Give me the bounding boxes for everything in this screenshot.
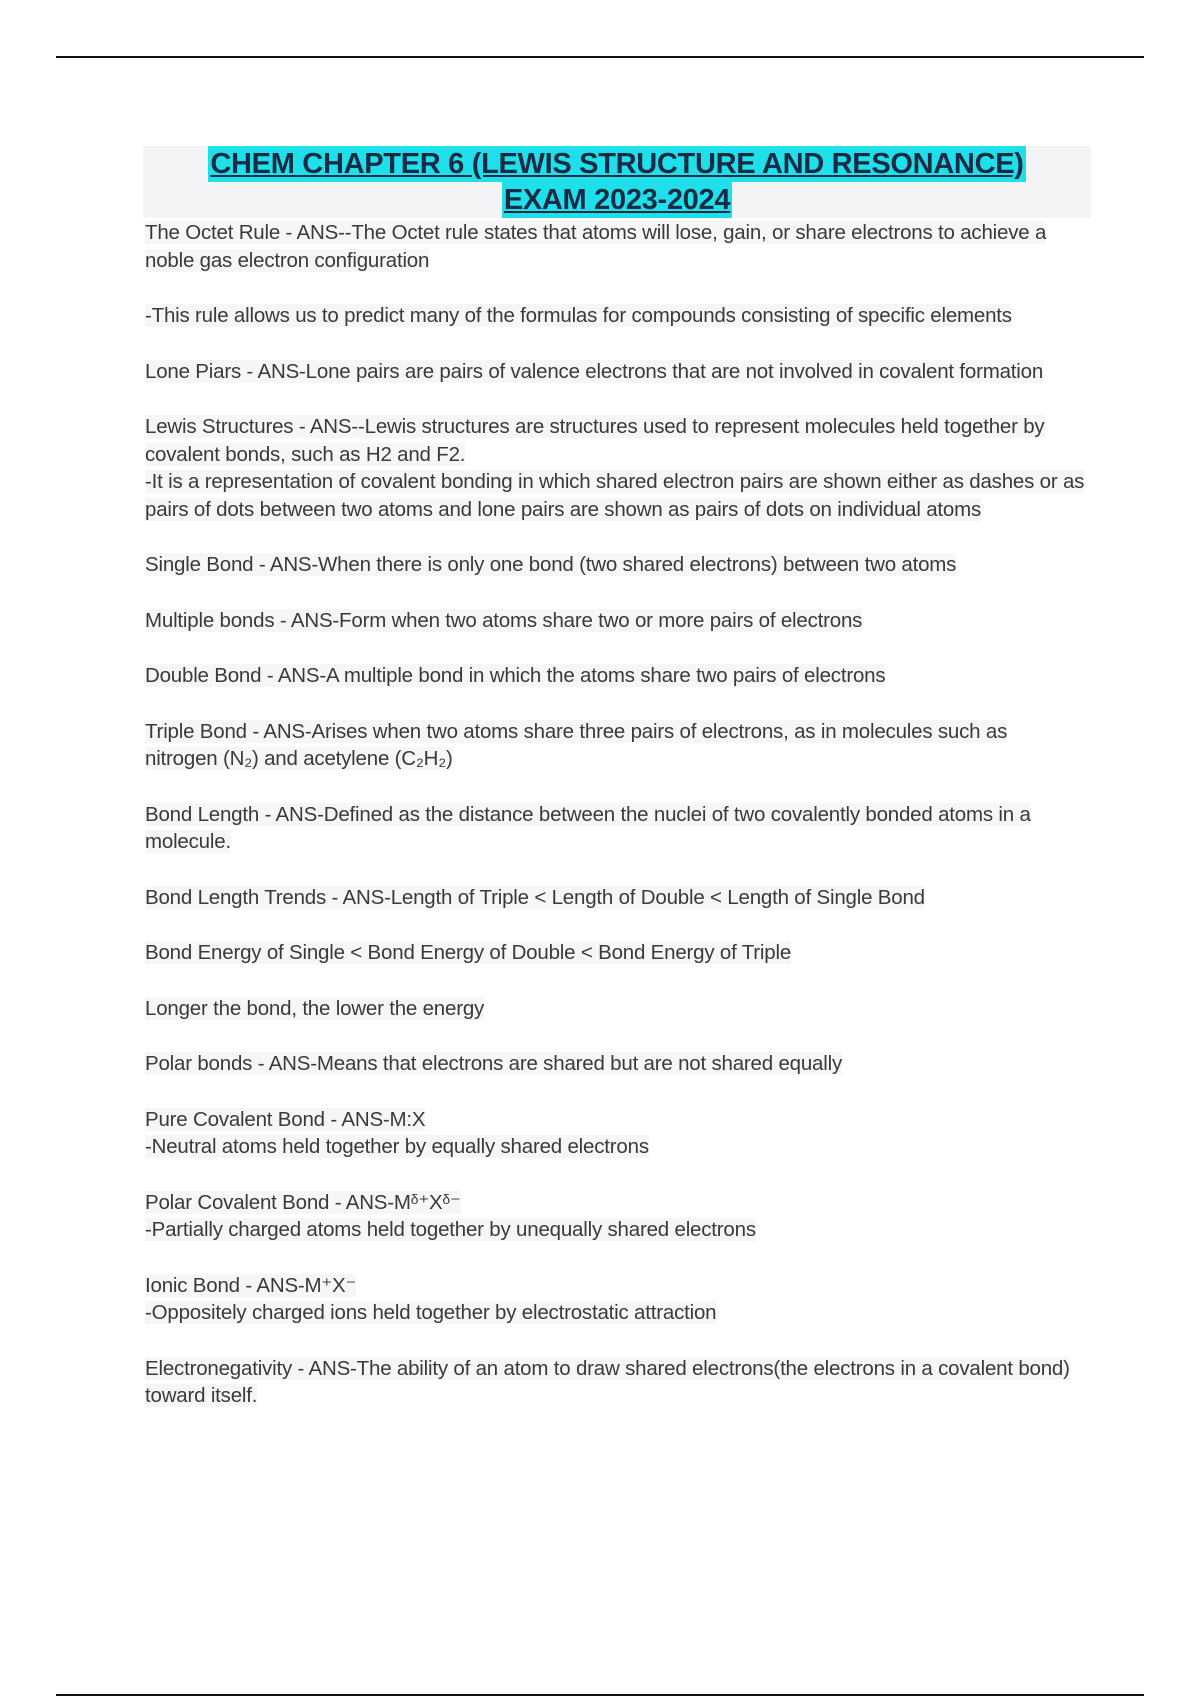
flashcard-entry: [145, 551, 1085, 579]
entry-text: Electronegativity - ANS-The ability of an atom to draw shared electrons(the electrons in a covalent bond) toward itself.: [145, 1356, 1070, 1407]
entry-text: Multiple bonds - ANS-Form when two atoms share two or more pairs of electrons: [145, 608, 863, 632]
flashcard-entry: [145, 1106, 1085, 1161]
flashcard-entry: [145, 662, 1085, 690]
flashcard-entry: [145, 718, 1085, 773]
entry-text: Ionic Bond - ANS-M⁺X⁻: [145, 1273, 357, 1297]
title-line-1: CHEM CHAPTER 6 (LEWIS STRUCTURE AND RESONANCE): [210, 148, 1024, 180]
flashcard-entry: [145, 1355, 1085, 1410]
entry-text: Longer the bond, the lower the energy: [145, 996, 485, 1020]
flashcard-entry: [145, 413, 1085, 523]
flashcard-entry: [145, 219, 1085, 274]
flashcard-entry: [145, 302, 1085, 330]
flashcard-entry: [145, 1272, 1085, 1327]
flashcard-entry: [145, 358, 1085, 386]
entry-detail-text: -It is a representation of covalent bonding in which shared electron pairs are shown either as dashes or as pairs of dots between two atoms and lone pairs are shown as pairs of dots on individual atoms: [145, 470, 1085, 521]
entry-text: Bond Length - ANS-Defined as the distance between the nuclei of two covalently bonded atoms in a molecule.: [145, 802, 1031, 853]
entry-text: -This rule allows us to predict many of the formulas for compounds consisting of specific elements: [145, 304, 1012, 327]
entry-text: Triple Bond - ANS-Arises when two atoms share three pairs of electrons, as in molecules such as nitrogen (N₂) and acetylene (C₂H₂): [145, 719, 1008, 770]
entry-text: Polar bonds - ANS-Means that electrons are shared but are not shared equally: [145, 1052, 843, 1075]
entry-text: Lone Piars - ANS-Lone pairs are pairs of valence electrons that are not involved in covalent formation: [145, 359, 1044, 383]
flashcard-entry: [145, 1050, 1085, 1078]
flashcard-entry: [145, 607, 1085, 635]
flashcard-entry: [145, 939, 1085, 967]
entry-text: Double Bond - ANS-A multiple bond in which the atoms share two pairs of electrons: [145, 664, 886, 687]
flashcard-entry: [145, 884, 1085, 912]
flashcard-entry: [145, 995, 1085, 1023]
entry-text: The Octet Rule - ANS--The Octet rule states that atoms will lose, gain, or share electrons to achieve a noble gas electron configuration: [145, 221, 1047, 272]
entry-text: Polar Covalent Bond - ANS-Mᵟ⁺Xᵟ⁻: [145, 1190, 461, 1214]
entry-text: Lewis Structures - ANS--Lewis structures are structures used to represent molecules held together by covalent bonds, such as H2 and F2.: [145, 415, 1045, 466]
document-title: [143, 146, 1091, 218]
flashcard-entry: [145, 801, 1085, 856]
entry-detail-text: -Oppositely charged ions held together by electrostatic attraction: [145, 1301, 717, 1324]
entry-text: Single Bond - ANS-When there is only one bond (two shared electrons) between two atoms: [145, 553, 957, 576]
entry-text: Pure Covalent Bond - ANS-M:X: [145, 1107, 426, 1131]
entry-detail-text: -Partially charged atoms held together by unequally shared electrons: [145, 1218, 756, 1241]
title-line-2: EXAM 2023-2024: [503, 184, 731, 216]
entry-detail-text: -Neutral atoms held together by equally shared electrons: [145, 1135, 649, 1158]
footer-rule: [56, 1694, 1144, 1696]
entry-text: Bond Length Trends - ANS-Length of Triple < Length of Double < Length of Single Bond: [145, 885, 925, 909]
header-rule: [56, 56, 1144, 58]
flashcard-list: [145, 219, 1085, 1438]
entry-text: Bond Energy of Single < Bond Energy of Double < Bond Energy of Triple: [145, 941, 792, 964]
flashcard-entry: [145, 1189, 1085, 1244]
